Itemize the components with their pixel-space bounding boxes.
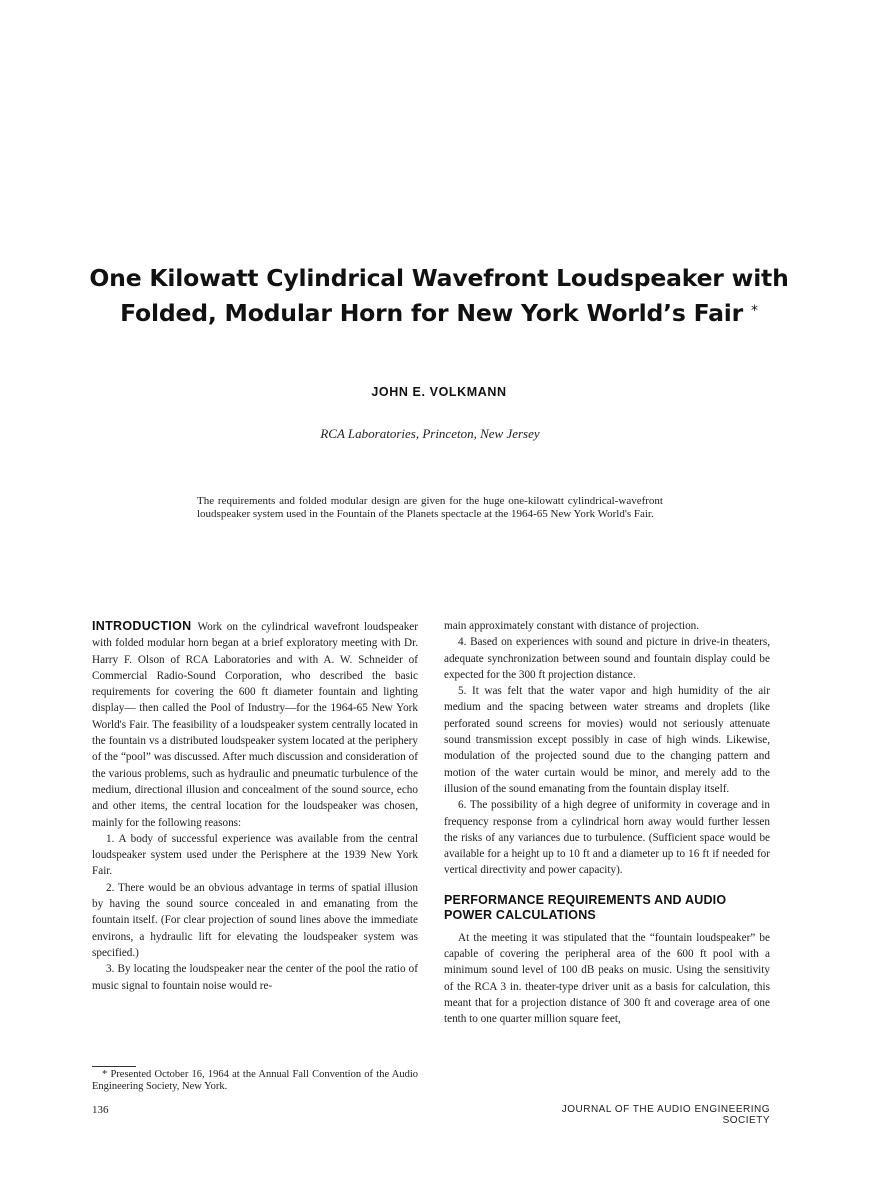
- page-number: 136: [92, 1104, 109, 1116]
- performance-paragraph: At the meeting it was stipulated that the “fountain loudspeaker” be capable of covering the peripheral area of the 600 ft pool with a minimum sound level of 100 dB peaks on music. Using the sensitivity of the RCA 3 in. theater-type driver unit as a basis for calculation, this meant that for a projection distance of 300 ft and coverage area of one tenth to one quarter million square feet,: [444, 931, 770, 1026]
- left-column: [92, 618, 418, 994]
- intro-text: Work on the cylindrical wavefront loudspeaker with folded modular horn began at a brief exploratory meeting with Dr. Harry F. Olson of RCA Laboratories and with A. W. Schneider of Commercial Radio-Sound Corporation, who described the basic requirements for covering the 600 ft diameter fountain and lighting display— then called the Pool of Industry—for the 1964-65 New York World's Fair. The feasibility of a loudspeaker system centrally located in the fountain vs a distributed loudspeaker system located at the periphery of the “pool” was discussed. After much discussion and consideration of the various problems, such as hydraulic and pneumatic turbulence of the medium, directional illusion and concealment of the sound source, echo and other items, the central location for the loudspeaker was chosen, mainly for the following reasons:: [92, 621, 418, 829]
- title-line-2-text: Folded, Modular Horn for New York World’s Fair: [120, 299, 744, 327]
- reason-3-continuation: main approximately constant with distance of projection.: [444, 620, 700, 632]
- reason-2: 2. There would be an obvious advantage in terms of spatial illusion by having the sound source concealed in and emanating from the fountain itself. (For clear projection of sound lines above the immediate environs, a hydraulic lift for elevating the loudspeaker system was specified.): [92, 881, 418, 959]
- reason-6: 6. The possibility of a high degree of uniformity in coverage and in frequency response from a cylindrical horn away would further lessen the risks of any variances due to turbulence. (Sufficient space would be available for a height up to 10 ft and a diameter up to 16 ft if needed for vertical directivity and power capacity).: [444, 799, 770, 877]
- right-column: [444, 618, 770, 1028]
- abstract: The requirements and folded modular design are given for the huge one-kilowatt cylindrical-wavefront loudspeaker system used in the Fountain of the Planets spectacle at the 1964-65 New York World's Fair.: [197, 495, 663, 520]
- journal-name: JOURNAL OF THE AUDIO ENGINEERING SOCIETY: [561, 1104, 770, 1126]
- footnote: * Presented October 16, 1964 at the Annual Fall Convention of the Audio Engineering Society, New York.: [92, 1069, 418, 1092]
- intro-heading: INTRODUCTION: [92, 619, 192, 633]
- reason-1: 1. A body of successful experience was available from the central loudspeaker system used under the Perisphere at the 1939 New York Fair.: [92, 832, 418, 878]
- author-name: JOHN E. VOLKMANN: [371, 385, 507, 399]
- intro-paragraph: [92, 618, 418, 831]
- author-affiliation: RCA Laboratories, Princeton, New Jersey: [320, 426, 540, 441]
- title-line-2: [60, 295, 818, 330]
- reason-5: 5. It was felt that the water vapor and high humidity of the air medium and the spacing between water streams and droplets (like perforated sound screens for movies) would not seriously attenuate sound transmission except possibly in case of high winds. Likewise, modulation of the projected sound due to the changing pattern and motion of the water curtain would be minor, and merely add to the illusion of the sound emanating from the fountain display itself.: [444, 685, 770, 795]
- reason-3: 3. By locating the loudspeaker near the center of the pool the ratio of music signal to fountain noise would re-: [92, 963, 418, 992]
- section-heading-performance: PERFORMANCE REQUIREMENTS AND AUDIO POWER CALCULATIONS: [444, 892, 727, 922]
- title-footnote-mark: *: [751, 303, 758, 319]
- reason-4: 4. Based on experiences with sound and picture in drive-in theaters, adequate synchronization between sound and fountain display could be expected for the 300 ft projection distance.: [444, 636, 770, 681]
- title-line-1: One Kilowatt Cylindrical Wavefront Loudspeaker with: [89, 264, 789, 292]
- footnote-divider: [92, 1066, 136, 1067]
- article-title: [60, 262, 818, 330]
